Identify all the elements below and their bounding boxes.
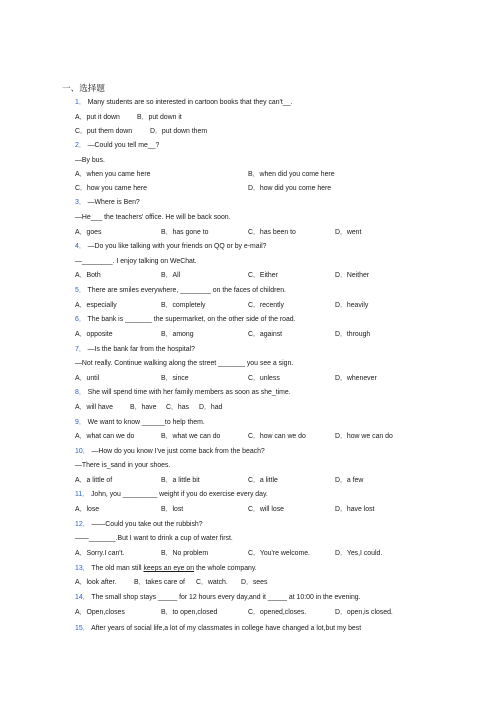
option-b[interactable]: B．completely [161,302,206,309]
question-number: 5． [75,287,86,294]
question-13 [75,564,257,573]
option-b[interactable]: B．a little bit [161,477,200,484]
option-d[interactable]: D．sees [241,579,268,586]
option-b[interactable]: B．what we can do [161,433,221,440]
question-number: 7． [75,346,86,353]
option-c[interactable]: C．will lose [248,506,284,513]
underlined-phrase: keeps an eye on [143,565,195,572]
dialogue-line: —He___ the teachers' office. He will be back soon. [75,214,231,221]
option-a[interactable]: A．Sorry.I can't. [75,550,125,557]
option-b[interactable]: B．No problem [161,550,209,557]
question-text: —Do you like talking with your friends on QQ or by e-mail? [87,243,267,250]
option-a[interactable]: A．Open,closes [75,609,125,616]
option-c[interactable]: C．put them down [75,128,133,135]
question-number: 8． [75,389,86,396]
question-10 [75,447,265,456]
question-12 [75,520,203,529]
option-d[interactable]: D．heavily [335,302,369,309]
question-6 [75,315,296,324]
question-2 [75,141,159,150]
option-d[interactable]: D．Neither [335,272,370,279]
question-number: 13． [75,565,90,572]
question-text: —Could you tell me__? [87,142,160,149]
option-a[interactable]: A．put it down [75,114,120,121]
option-a[interactable]: A．when you came here [75,171,151,178]
option-a[interactable]: A．what can we do [75,433,135,440]
option-a[interactable]: A．lose [75,506,100,513]
option-a[interactable]: A．Both [75,272,101,279]
option-d[interactable]: D．went [335,229,362,236]
dialogue-line: —Not really. Continue walking along the street _______ you see a sign. [75,360,294,367]
question-text: There are smiles everywhere, ________ on the faces of children. [87,287,286,294]
question-7 [75,345,195,354]
dialogue-line: —By bus. [75,157,105,164]
question-4 [75,242,267,251]
question-text: John, you _________ weight if you do exercise every day. [90,491,268,498]
question-text: The old man still [91,565,144,572]
question-text: —Where is Ben? [87,199,140,206]
option-c[interactable]: C．Either [248,272,278,279]
question-14 [75,593,361,602]
option-c[interactable]: C．how can we do [248,433,306,440]
option-a[interactable]: A．goes [75,229,102,236]
question-5 [75,286,286,295]
option-d[interactable]: D．had [199,404,223,411]
option-d[interactable]: D．whenever [335,375,377,382]
option-c[interactable]: C．has [166,404,189,411]
question-text: The bank is _______ the supermarket, on the other side of the road. [87,316,296,323]
option-a[interactable]: A．especially [75,302,117,309]
question-text: She will spend time with her family members as soon as she_time. [87,389,291,396]
option-d[interactable]: D．Yes,I could. [335,550,383,557]
question-number: 3． [75,199,86,206]
question-text: After years of social life,a lot of my classmates in college have changed a lot,but my best [91,625,362,632]
option-c[interactable]: C．how you came here [75,185,148,192]
option-b[interactable]: B．when did you come here [248,171,335,178]
option-b[interactable]: B．takes care of [134,579,185,586]
option-a[interactable]: A．look after. [75,579,117,586]
option-d[interactable]: D．have lost [335,506,375,513]
option-c[interactable]: C．against [248,331,283,338]
option-c[interactable]: C．has been to [248,229,296,236]
option-d[interactable]: D．how we can do [335,433,393,440]
option-a[interactable]: A．will have [75,404,113,411]
question-text: the whole company. [194,565,257,572]
question-number: 15． [75,625,90,632]
option-c[interactable]: C．watch. [196,579,228,586]
dialogue-line: —There is_sand in your shoes. [75,462,171,469]
dialogue-line: ——_______.But I want to drink a cup of water first. [75,535,233,542]
option-b[interactable]: B．to open,closed [161,609,218,616]
question-text: —Is the bank far from the hospital? [87,346,195,353]
option-d[interactable]: D．open,is closed. [335,609,393,616]
question-number: 11． [75,491,90,498]
question-number: 6． [75,316,86,323]
question-text: We want to know ______to help them. [87,419,205,426]
option-d[interactable]: D．through [335,331,371,338]
option-b[interactable]: B．have [130,404,157,411]
option-b[interactable]: B．since [161,375,189,382]
question-15 [75,624,361,633]
option-a[interactable]: A．opposite [75,331,113,338]
question-number: 2． [75,142,86,149]
option-a[interactable]: A．a little of [75,477,113,484]
option-b[interactable]: B．put down it [137,114,182,121]
option-b[interactable]: B．All [161,272,181,279]
option-b[interactable]: B．has gone to [161,229,209,236]
option-d[interactable]: D．put down them [150,128,208,135]
question-11 [75,490,268,499]
question-text: ——Could you take out the rubbish? [91,521,203,528]
option-a[interactable]: A．until [75,375,100,382]
option-b[interactable]: B．lost [161,506,184,513]
question-number: 1． [75,99,86,106]
dialogue-line: —________. I enjoy talking on WeChat. [75,258,197,265]
question-number: 14． [75,594,90,601]
option-d[interactable]: D．how did you come here [248,185,332,192]
option-c[interactable]: C．unless [248,375,280,382]
question-text: The small shop stays _____ for 12 hours every day,and it _____ at 10:00 in the evening. [91,594,361,601]
option-c[interactable]: C．recently [248,302,284,309]
question-number: 10． [75,448,90,455]
question-text: —How do you know I've just come back from the beach? [91,448,265,455]
option-d[interactable]: D．a few [335,477,364,484]
question-text: Many students are so interested in cartoon books that they can't__. [87,99,293,106]
question-3 [75,198,140,207]
section-title: 一、选择题 [62,83,105,93]
question-1 [75,98,292,107]
question-number: 4． [75,243,86,250]
question-8 [75,388,291,397]
question-number: 12． [75,521,90,528]
question-number: 9． [75,419,86,426]
question-9 [75,418,205,427]
option-c[interactable]: C．a little [248,477,278,484]
option-c[interactable]: C．opened,closes. [248,609,307,616]
option-c[interactable]: C．You're welcome. [248,550,310,557]
option-b[interactable]: B．among [161,331,194,338]
